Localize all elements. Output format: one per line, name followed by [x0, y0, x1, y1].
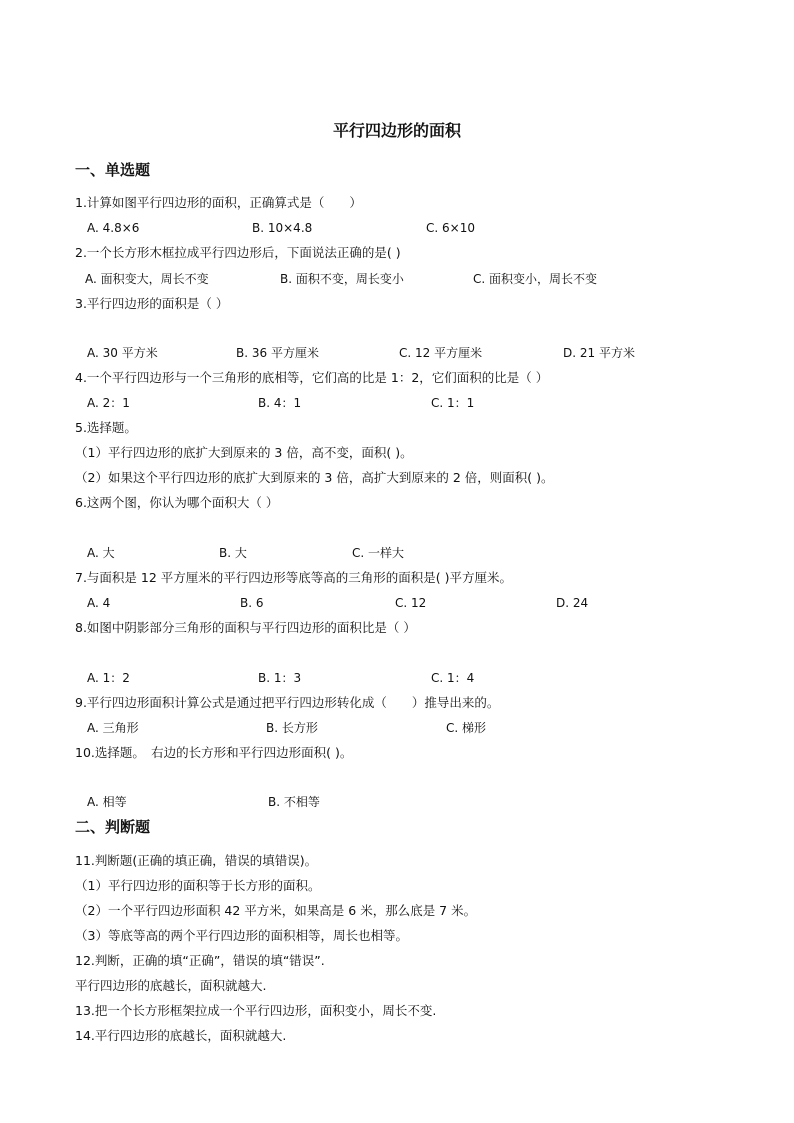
q6-option-b[interactable]: B. 大 [219, 546, 247, 560]
q8-option-b[interactable]: B. 1：3 [258, 671, 302, 685]
question-7: 7.与面积是 12 平方厘米的平行四边形等底等高的三角形的面积是( )平方厘米。 [75, 570, 513, 585]
q8-option-a[interactable]: A. 1：2 [87, 671, 130, 685]
q11-sub-2: （2）一个平行四边形面积 42 平方米，如果高是 6 米，那么底是 7 米。 [75, 903, 477, 918]
q11-sub-1: （1）平行四边形的面积等于长方形的面积。 [75, 878, 321, 893]
question-12: 12.判断，正确的填“正确”，错误的填“错误”. [75, 953, 325, 968]
section-heading-true-false: 二、判断题 [75, 818, 151, 836]
q6-option-a[interactable]: A. 大 [87, 546, 115, 560]
q4-option-b[interactable]: B. 4：1 [258, 396, 302, 410]
question-2: 2.一个长方形木框拉成平行四边形后，下面说法正确的是( ) [75, 245, 401, 260]
question-13: 13.把一个长方形框架拉成一个平行四边形，面积变小，周长不变. [75, 1003, 437, 1018]
question-9: 9.平行四边形面积计算公式是通过把平行四边形转化成（ ）推导出来的。 [75, 695, 500, 710]
question-14: 14.平行四边形的底越长，面积就越大. [75, 1028, 287, 1043]
question-6: 6.这两个图，你认为哪个面积大（ ） [75, 495, 279, 510]
q5-sub-2: （2）如果这个平行四边形的底扩大到原来的 3 倍，高扩大到原来的 2 倍，则面积( )。 [75, 470, 554, 485]
q9-option-b[interactable]: B. 长方形 [266, 721, 318, 735]
q2-option-a[interactable]: A. 面积变大，周长不变 [85, 272, 209, 286]
section-heading-single-choice: 一、单选题 [75, 161, 151, 179]
q4-option-c[interactable]: C. 1：1 [431, 396, 475, 410]
q1-option-a[interactable]: A. 4.8×6 [87, 221, 140, 235]
q5-sub-1: （1）平行四边形的底扩大到原来的 3 倍，高不变，面积( )。 [75, 445, 413, 460]
q3-option-c[interactable]: C. 12 平方厘米 [399, 346, 483, 360]
q8-option-c[interactable]: C. 1：4 [431, 671, 475, 685]
q12-sub-1: 平行四边形的底越长，面积就越大. [75, 978, 267, 993]
q7-option-c[interactable]: C. 12 [395, 596, 427, 610]
question-1: 1.计算如图平行四边形的面积，正确算式是（ ） [75, 195, 362, 210]
q4-option-a[interactable]: A. 2：1 [87, 396, 130, 410]
q10-option-b[interactable]: B. 不相等 [268, 795, 320, 809]
q2-option-c[interactable]: C. 面积变小，周长不变 [473, 272, 598, 286]
q7-option-d[interactable]: D. 24 [556, 596, 589, 610]
question-4: 4.一个平行四边形与一个三角形的底相等，它们高的比是 1：2，它们面积的比是（ ） [75, 370, 549, 385]
q3-option-d[interactable]: D. 21 平方米 [563, 346, 635, 360]
q6-option-c[interactable]: C. 一样大 [352, 546, 405, 560]
question-3: 3.平行四边形的面积是（ ） [75, 296, 229, 311]
q11-sub-3: （3）等底等高的两个平行四边形的面积相等，周长也相等。 [75, 928, 408, 943]
q3-option-b[interactable]: B. 36 平方厘米 [236, 346, 319, 360]
question-8: 8.如图中阴影部分三角形的面积与平行四边形的面积比是（ ） [75, 620, 416, 635]
question-11: 11.判断题(正确的填正确，错误的填错误)。 [75, 853, 318, 868]
q7-option-a[interactable]: A. 4 [87, 596, 111, 610]
q9-option-a[interactable]: A. 三角形 [87, 721, 139, 735]
q9-option-c[interactable]: C. 梯形 [446, 721, 487, 735]
q10-option-a[interactable]: A. 相等 [87, 795, 127, 809]
q1-option-b[interactable]: B. 10×4.8 [252, 221, 313, 235]
q3-option-a[interactable]: A. 30 平方米 [87, 346, 158, 360]
page-title: 平行四边形的面积 [332, 121, 461, 140]
q1-option-c[interactable]: C. 6×10 [426, 221, 475, 235]
question-5: 5.选择题。 [75, 420, 137, 435]
q7-option-b[interactable]: B. 6 [240, 596, 264, 610]
question-10: 10.选择题。 右边的长方形和平行四边形面积( )。 [75, 745, 353, 760]
q2-option-b[interactable]: B. 面积不变，周长变小 [280, 272, 404, 286]
